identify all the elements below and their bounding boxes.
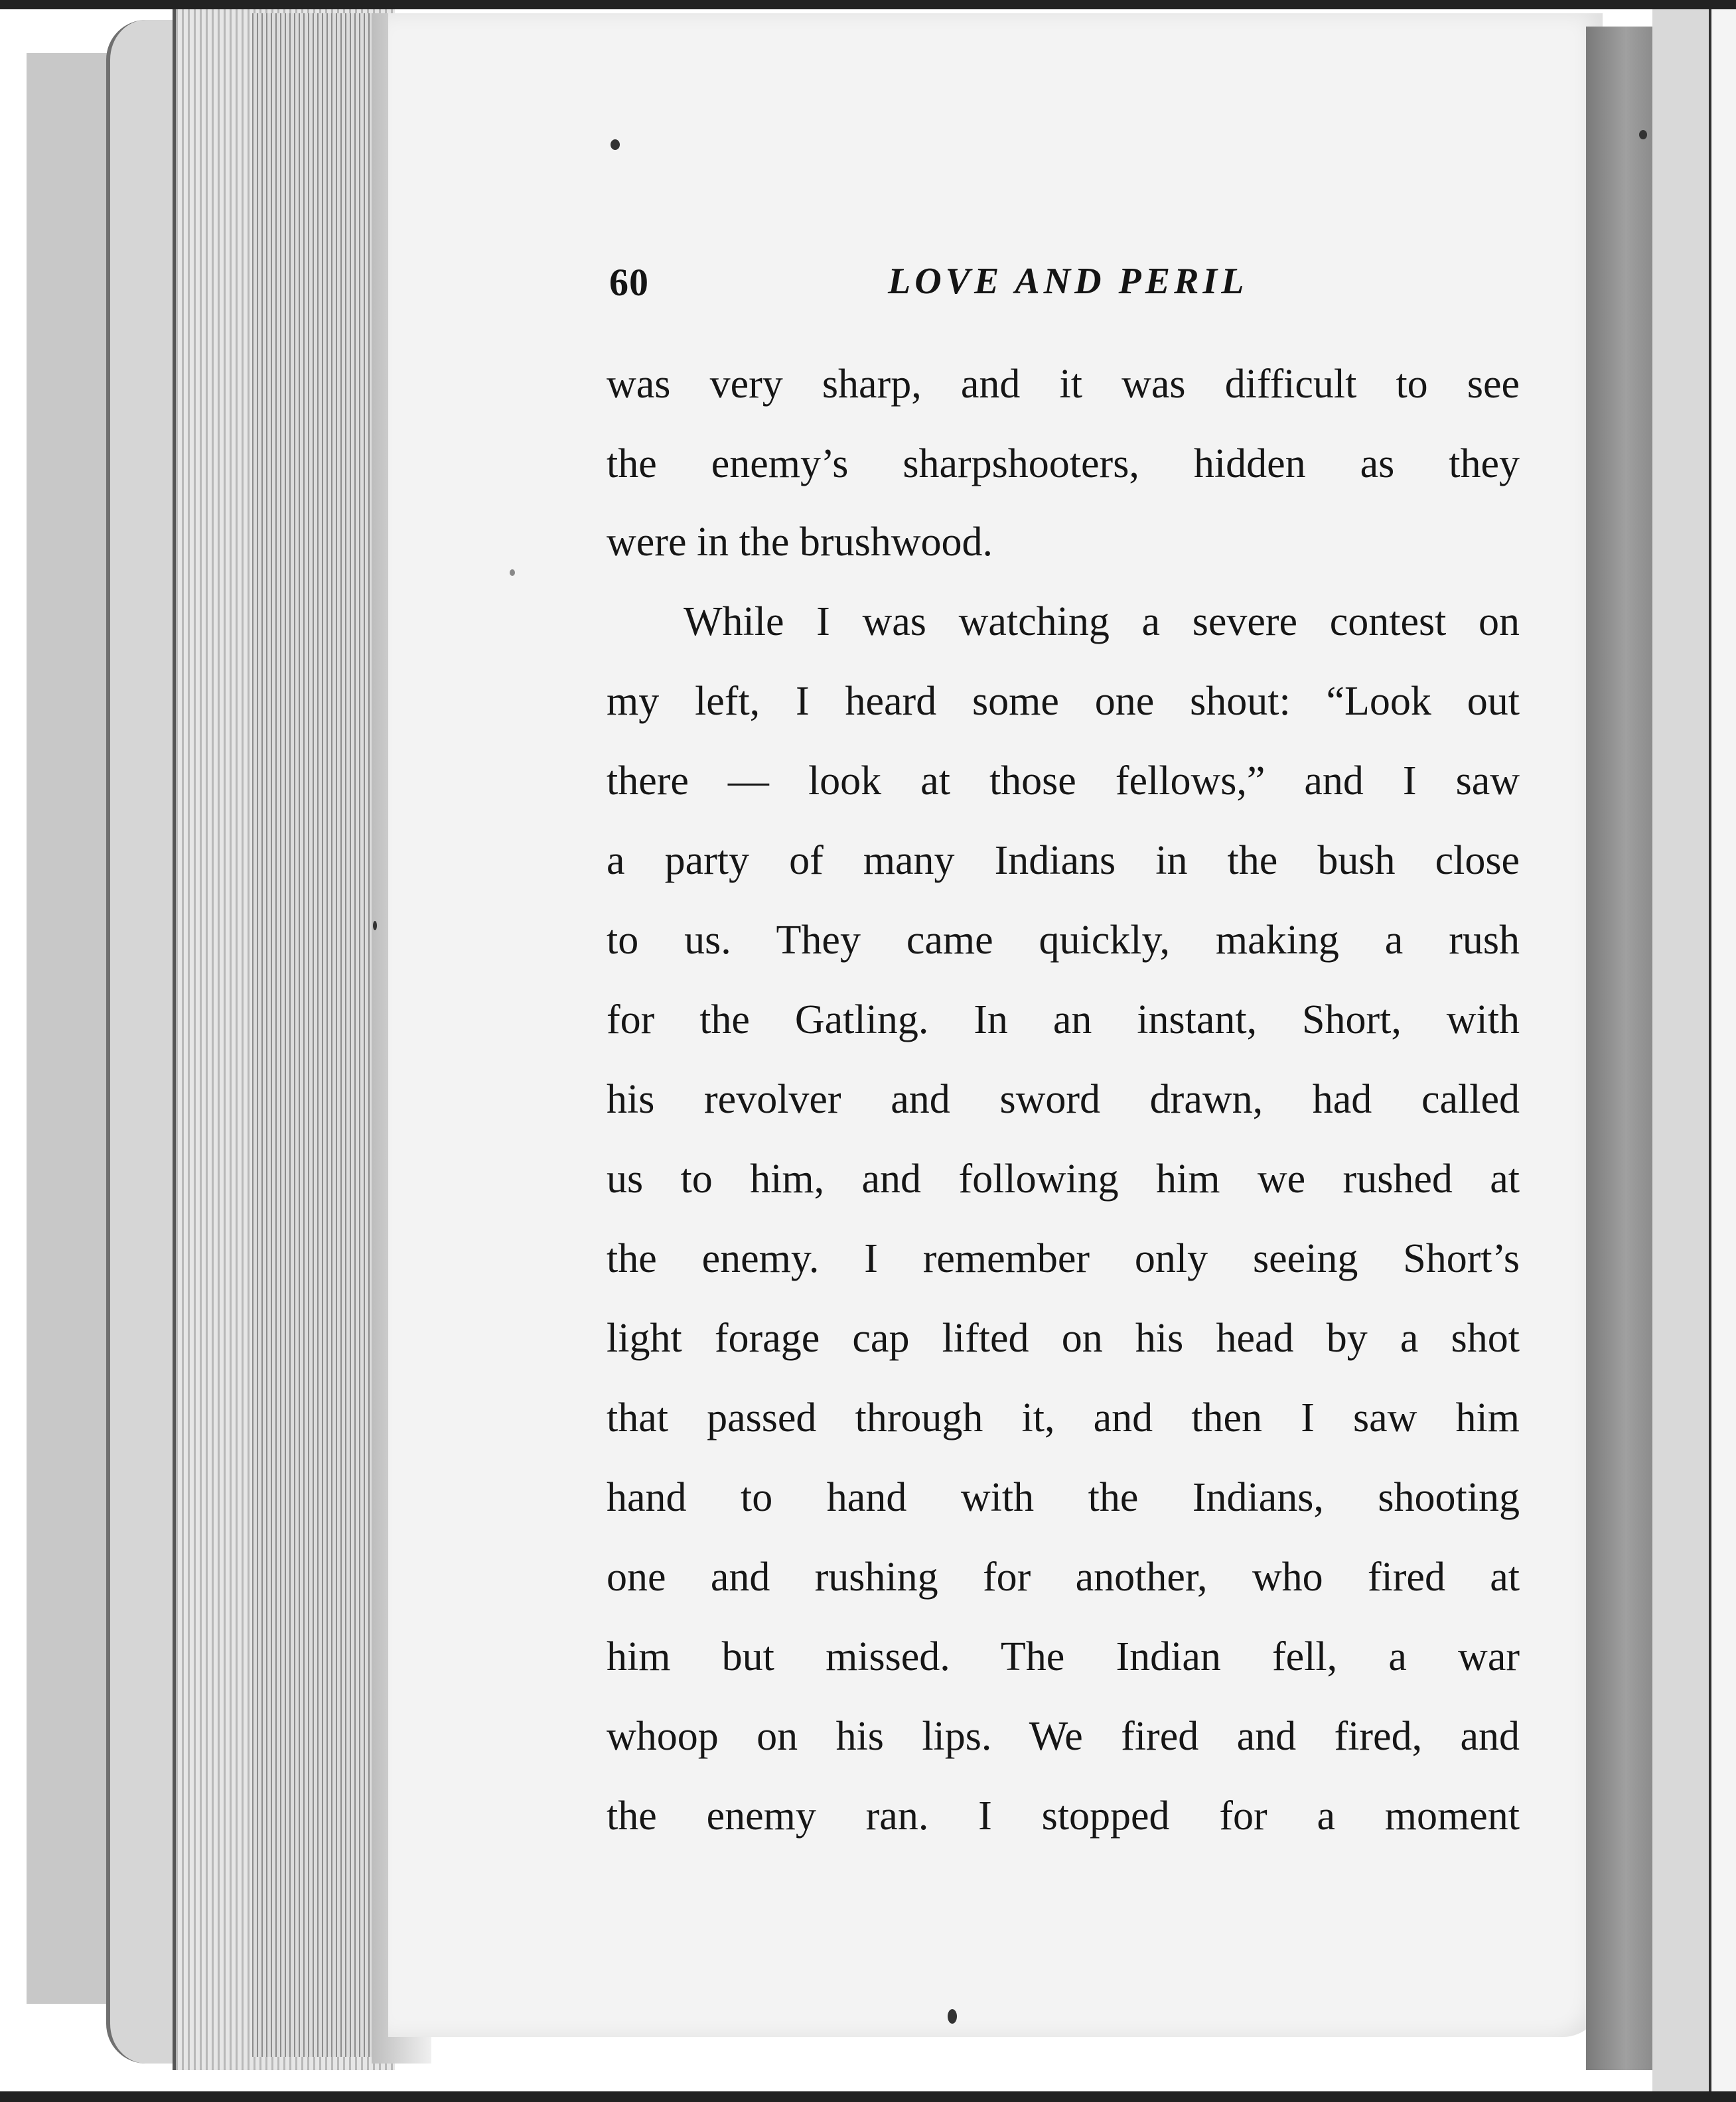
bottom-frame-border xyxy=(0,2091,1736,2102)
dust-speck xyxy=(611,139,620,150)
text-line: for the Gatling. In an instant, Short, with xyxy=(607,997,1520,1042)
scanner-frame-strip xyxy=(1652,0,1712,2102)
text-line: the enemy ran. I stopped for a moment xyxy=(607,1793,1520,1839)
page-number: 60 xyxy=(609,261,649,304)
text-line: whoop on his lips. We fired and fired, and xyxy=(607,1714,1520,1759)
text-line: light forage cap lifted on his head by a shot xyxy=(607,1316,1520,1361)
dust-speck xyxy=(510,569,515,576)
text-line: one and rushing for another, who fired at xyxy=(607,1555,1520,1600)
top-frame-border xyxy=(0,0,1736,9)
page-edge-shadow xyxy=(1586,27,1652,2070)
dust-speck xyxy=(373,921,377,930)
page-stack-inner xyxy=(252,13,392,2057)
text-line: him but missed. The Indian fell, a war xyxy=(607,1634,1520,1679)
dust-speck xyxy=(1639,130,1647,139)
text-line: to us. They came quickly, making a rush xyxy=(607,918,1520,963)
dust-speck xyxy=(948,2009,957,2024)
text-line: a party of many Indians in the bush close xyxy=(607,838,1520,883)
text-line: was very sharp, and it was difficult to see xyxy=(607,362,1520,407)
text-line: that passed through it, and then I saw him xyxy=(607,1395,1520,1440)
text-line: were in the brushwood. xyxy=(607,520,993,565)
scanner-frame-edge xyxy=(1709,0,1736,2102)
running-title: LOVE AND PERIL xyxy=(888,261,1248,302)
text-line: the enemy’s sharpshooters, hidden as they xyxy=(607,441,1520,486)
text-line: the enemy. I remember only seeing Short’s xyxy=(607,1236,1520,1281)
text-line: While I was watching a severe contest on xyxy=(684,599,1520,644)
text-line: hand to hand with the Indians, shooting xyxy=(607,1475,1520,1520)
text-line: my left, I heard some one shout: “Look out xyxy=(607,679,1520,724)
text-line: his revolver and sword drawn, had called xyxy=(607,1077,1520,1122)
text-line: us to him, and following him we rushed at xyxy=(607,1156,1520,1202)
text-line: there — look at those fellows,” and I saw xyxy=(607,758,1520,804)
